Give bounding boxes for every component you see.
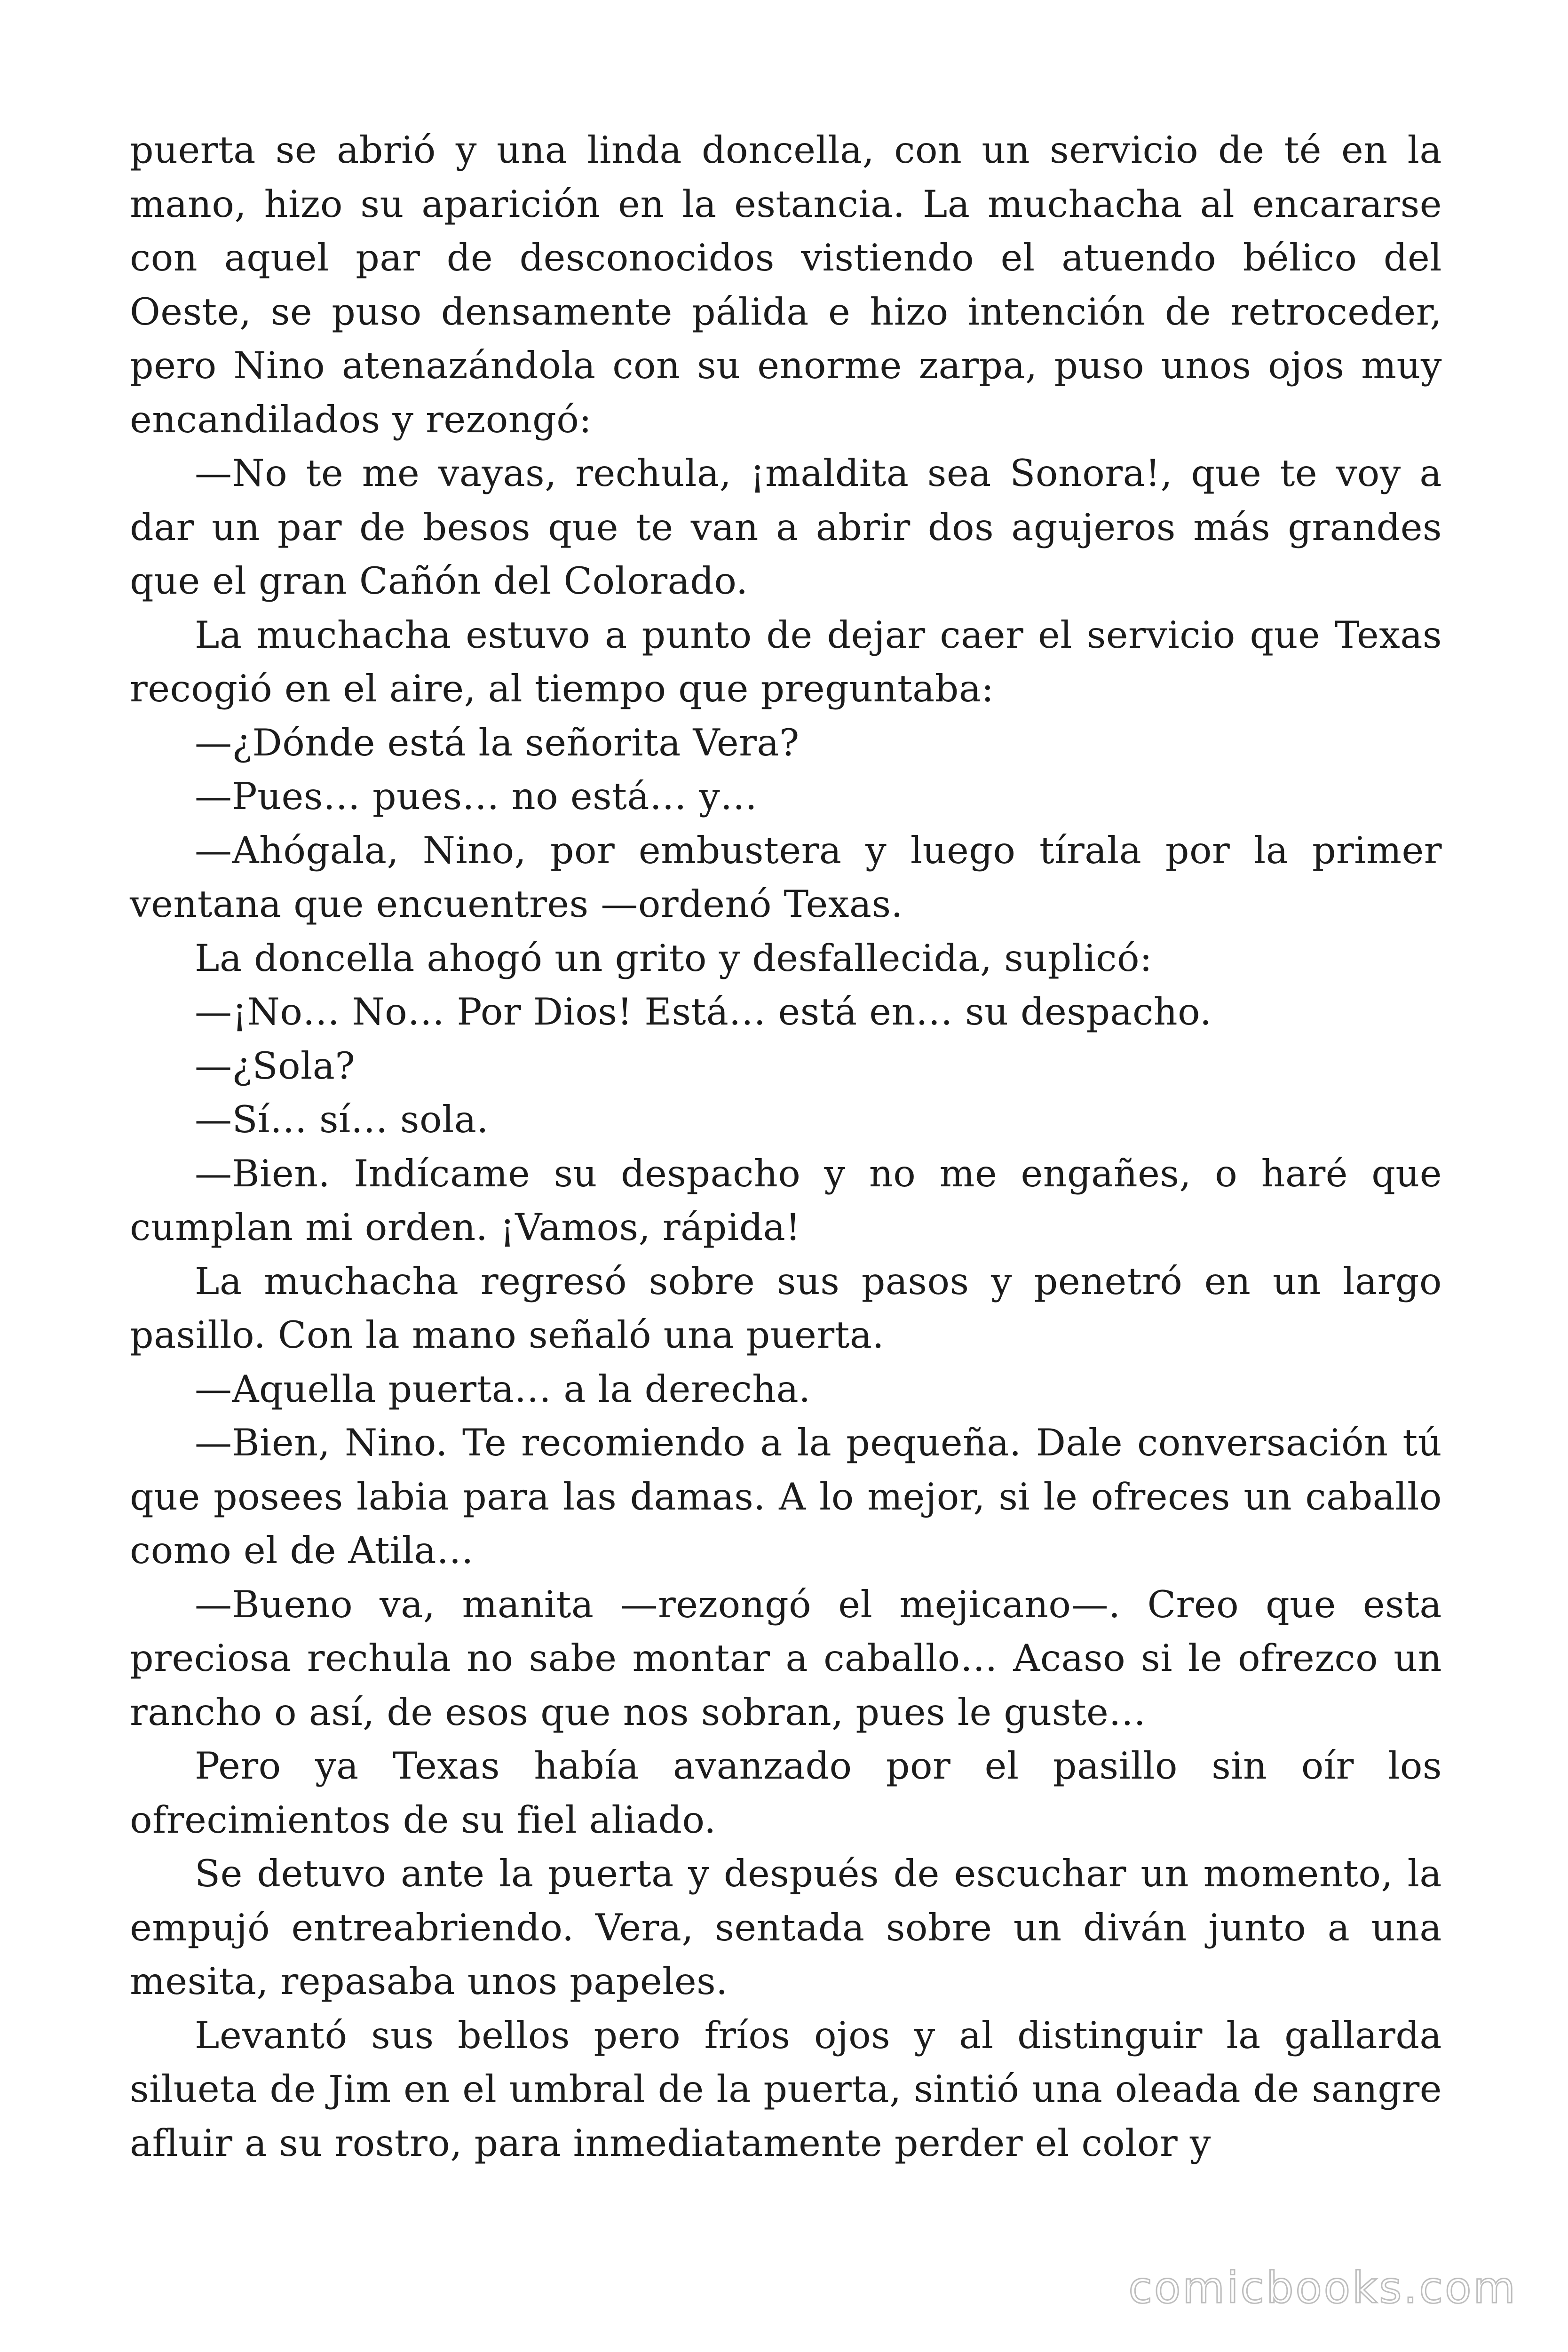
paragraph: —Aquella puerta… a la derecha. — [195, 1367, 811, 1411]
page-body-text — [130, 123, 1442, 2170]
paragraph: La muchacha estuvo a punto de dejar caer el servicio que Texas recogió en el aire, al tiempo que preguntaba: — [130, 613, 1442, 710]
paragraph: —Bien. Indícame su despacho y no me engañes, o haré que cumplan mi orden. ¡Vamos, rápida! — [130, 1152, 1442, 1249]
paragraph: —¿Dónde está la señorita Vera? — [195, 721, 800, 764]
paragraph: La doncella ahogó un grito y desfallecida, suplicó: — [195, 936, 1153, 980]
paragraph: —Bueno va, manita —rezongó el mejicano—. Creo que esta preciosa rechula no sabe montar a caballo… Acaso si le ofrezco un rancho o así, de esos que nos sobran, pues le guste… — [130, 1582, 1442, 1734]
paragraph: puerta se abrió y una linda doncella, con un servicio de té en la mano, hizo su aparición en la estancia. La muchacha al encararse con aquel par de desconocidos vistiendo el atuendo bélico del Oeste, se puso densamente pálida e hizo intención de retroceder, pero Nino atenazándola con su enorme zarpa, puso unos ojos muy encandilados y rezongó: — [130, 128, 1442, 441]
paragraph: Pero ya Texas había avanzado por el pasillo sin oír los ofrecimientos de su fiel aliado. — [130, 1744, 1442, 1842]
paragraph: —¿Sola? — [195, 1044, 356, 1088]
paragraph: Levantó sus bellos pero fríos ojos y al distinguir la gallarda silueta de Jim en el umbral de la puerta, sintió una oleada de sangre afluir a su rostro, para inmediatamente perder el color y — [130, 2013, 1442, 2165]
paragraph: —Bien, Nino. Te recomiendo a la pequeña. Dale conversación tú que posees labia para las damas. A lo mejor, si le ofreces un caballo como el de Atila… — [130, 1421, 1442, 1572]
paragraph: —Pues… pues… no está… y… — [195, 775, 758, 818]
paragraph: —Sí… sí… sola. — [195, 1098, 489, 1141]
paragraph: Se detuvo ante la puerta y después de escuchar un momento, la empujó entreabriendo. Vera, sentada sobre un diván junto a una mesita, repasaba unos papeles. — [130, 1852, 1442, 2003]
paragraph: —No te me vayas, rechula, ¡maldita sea Sonora!, que te voy a dar un par de besos que te van a abrir dos agujeros más grandes que el gran Cañón del Colorado. — [130, 452, 1442, 603]
paragraph: —¡No… No… Por Dios! Está… está en… su despacho. — [195, 990, 1212, 1033]
paragraph: La muchacha regresó sobre sus pasos y penetró en un largo pasillo. Con la mano señaló una puerta. — [130, 1259, 1442, 1357]
site-watermark: comicbooks.com — [1128, 2263, 1517, 2313]
paragraph: —Ahógala, Nino, por embustera y luego tírala por la primer ventana que encuentres —ordenó Texas. — [130, 828, 1442, 926]
